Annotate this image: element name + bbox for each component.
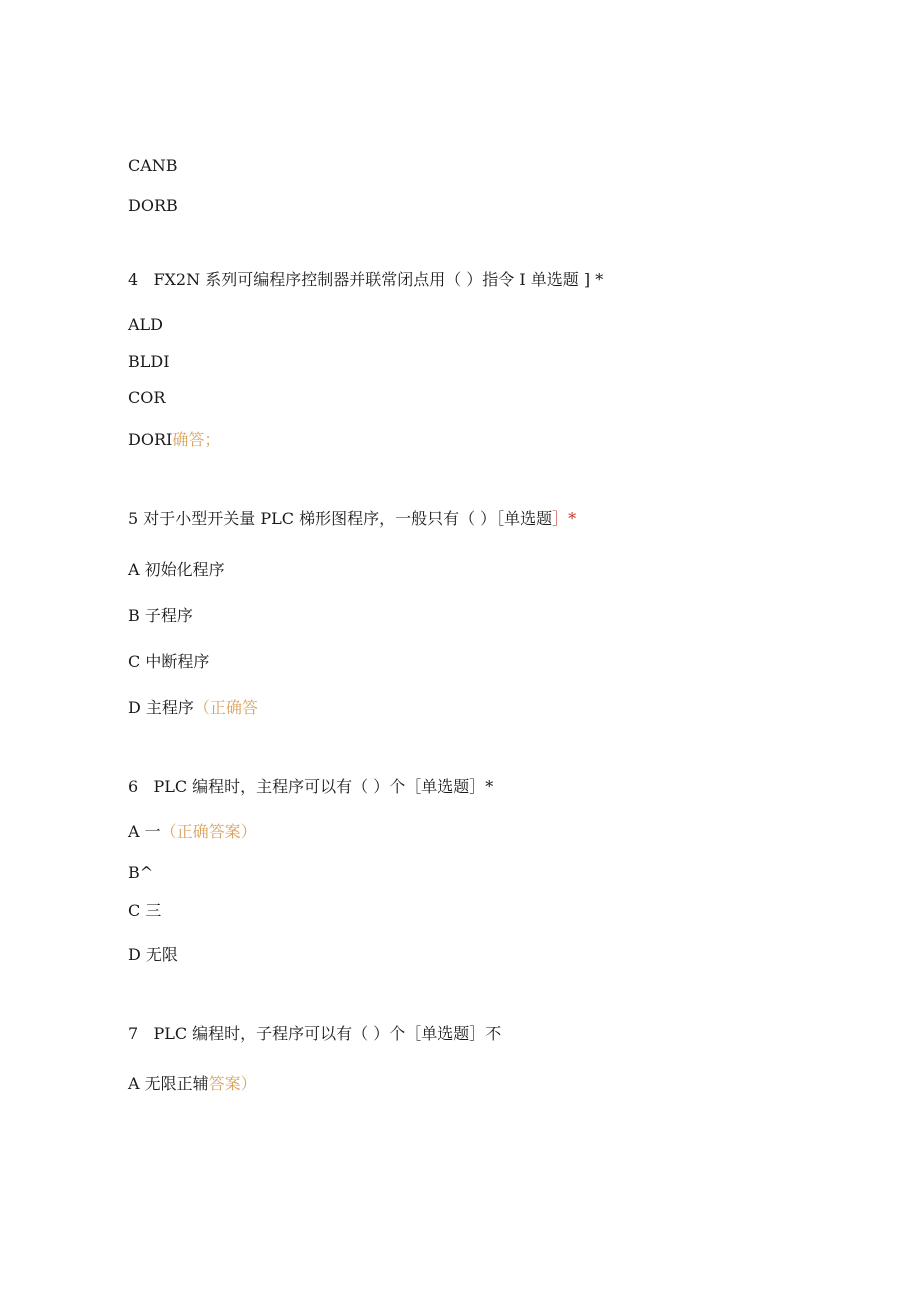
q7-option-a [128,1074,257,1094]
q6-option-a-label: A 一 [128,822,161,841]
q6-option-d: D 无限 [128,945,178,964]
option-d-prev: DORB [128,196,178,215]
q4-option-b: BLDI [128,352,170,371]
q4-option-d [128,430,220,450]
q7-answer-mark: 答案） [208,1074,257,1093]
q6-option-b: B^ [128,863,154,882]
q6-option-a [128,822,257,842]
q4-option-d-label: DORI [128,430,173,449]
q5-title-tail: ］* [552,509,577,528]
option-c-prev: CANB [128,156,178,175]
question-7-title: 7 PLC 编程时，子程序可以有（ ）个［单选题］不 [128,1024,502,1043]
q5-answer-mark: （正确答 [193,698,258,717]
q4-option-c: COR [128,388,166,407]
q4-option-a: ALD [128,315,164,334]
q5-option-d [128,698,258,718]
question-5-title [128,509,576,529]
q5-option-c: C 中断程序 [128,652,210,671]
q7-option-a-label: A 无限正辅 [128,1074,209,1093]
q4-answer-mark: 确答； [172,430,221,449]
q5-title-main: 5 对于小型开关量 PLC 梯形图程序，一般只有（ ）［单选题 [128,509,553,528]
q5-option-a: A 初始化程序 [128,560,225,579]
q6-answer-mark: （正确答案） [160,822,257,841]
question-6-title: 6 PLC 编程时，主程序可以有（ ）个［单选题］* [128,777,494,796]
q6-option-c: C 三 [128,901,162,920]
question-4-title: 4 FX2N 系列可编程序控制器并联常闭点用（ ）指令 I 单选题 ] * [128,270,604,289]
q5-option-b: B 子程序 [128,606,193,625]
q5-option-d-label: D 主程序 [128,698,194,717]
